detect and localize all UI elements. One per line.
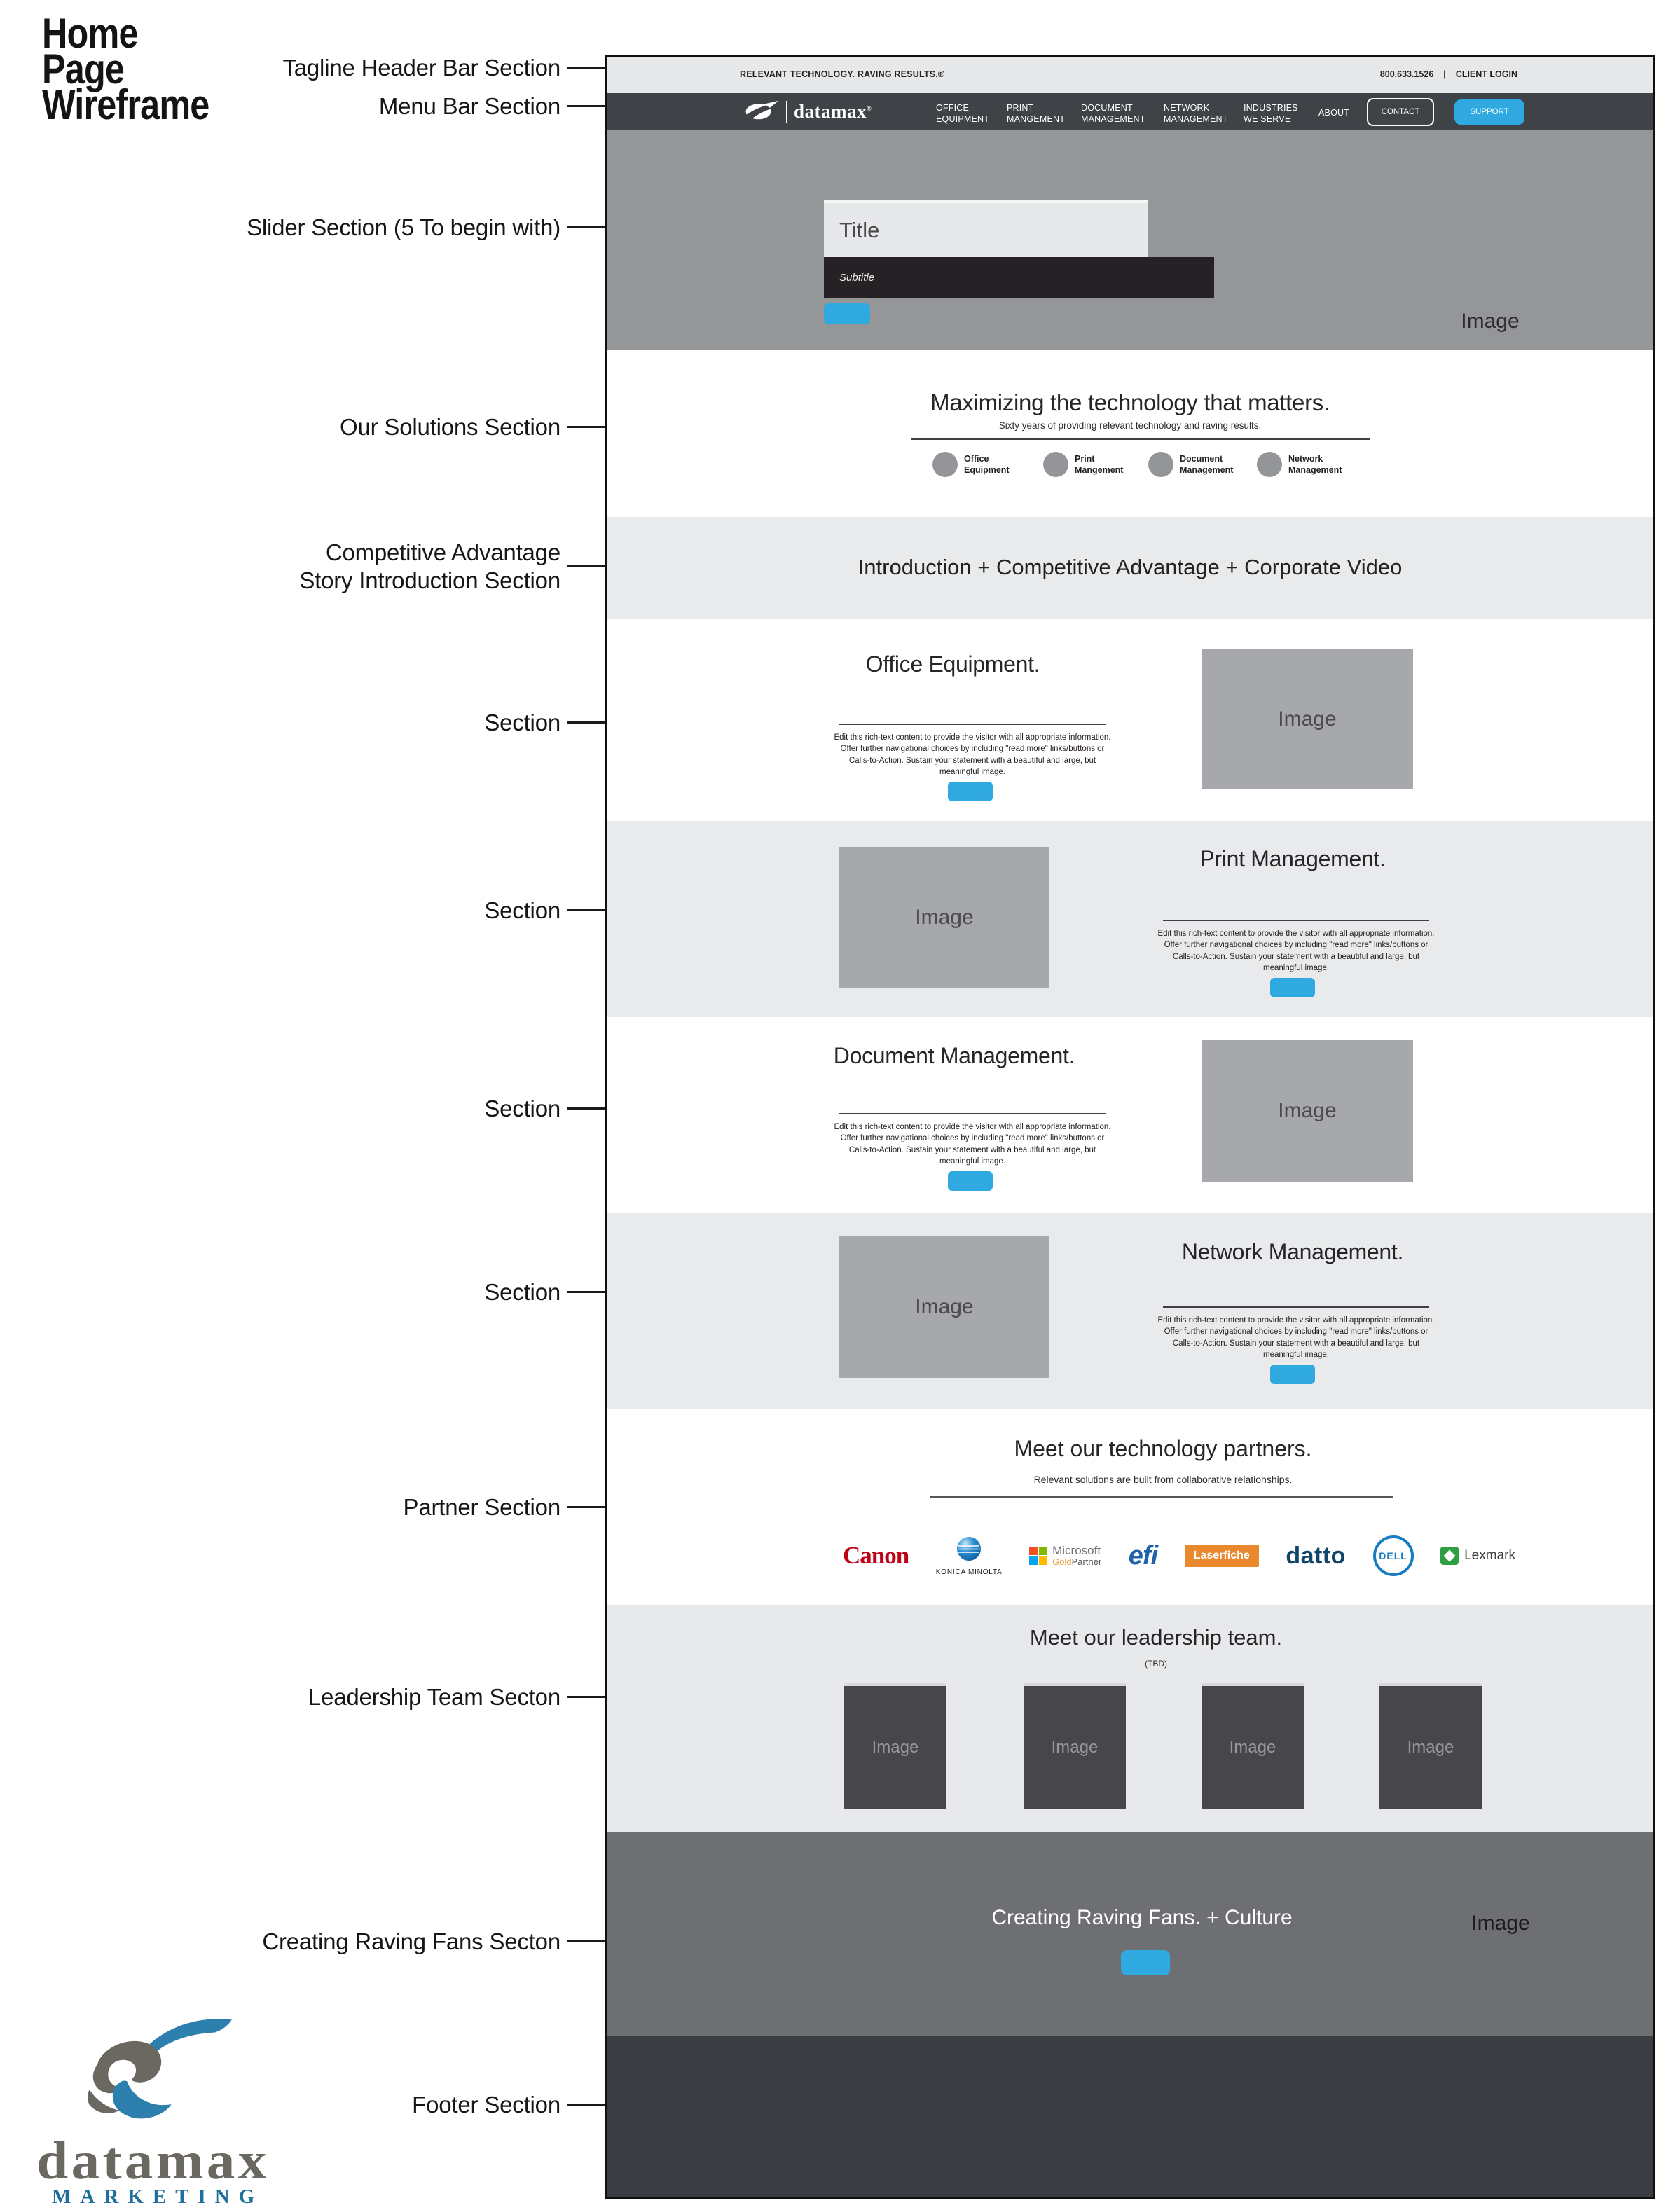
efi-logo: efi xyxy=(1128,1540,1158,1570)
annotation-connector-line xyxy=(567,2104,607,2106)
annotation-section-2: Section xyxy=(484,897,560,923)
annotation-connector-line xyxy=(567,105,607,107)
solution-label: Print xyxy=(1075,453,1095,464)
image-placeholder-label: Image xyxy=(1278,1099,1337,1122)
annotation-line-2: Story Introduction Section xyxy=(299,567,560,593)
solutions-divider xyxy=(911,438,1370,440)
nav-item-print-mangement[interactable] xyxy=(1007,102,1065,125)
solution-label: Network xyxy=(1288,453,1323,464)
hero-slider-section xyxy=(607,130,1653,350)
microsoft-gold-label: Gold xyxy=(1052,1556,1072,1568)
annotation-competitive-advantage xyxy=(84,539,560,594)
annotation-connector-line xyxy=(567,565,607,567)
brand-separator xyxy=(786,101,787,123)
solution-label: Management xyxy=(1180,465,1234,475)
image-placeholder xyxy=(839,847,1049,988)
leader-image-placeholder xyxy=(1379,1683,1482,1809)
datto-logo: datto xyxy=(1286,1542,1346,1569)
section-body-text: Edit this rich-text content to provide the visitor with all appropriate information. Offer further navigational choices by including "read more" links/buttons or Calls-to-Action. Sustain your statement with a beautiful and large, but meaningful image. xyxy=(834,1123,1111,1166)
annotation-connector-line xyxy=(567,67,607,69)
support-button[interactable]: SUPPORT xyxy=(1454,99,1524,125)
datamax-logo[interactable] xyxy=(745,99,872,125)
section-document-management xyxy=(607,1017,1653,1213)
contact-button[interactable]: CONTACT xyxy=(1367,98,1434,126)
microsoft-partner-label: Partner xyxy=(1071,1556,1102,1568)
nav-item-industries-we-serve[interactable] xyxy=(1244,102,1298,125)
tagline-separator: | xyxy=(1443,69,1446,79)
section-divider xyxy=(839,1113,1106,1114)
annotation-connector-line xyxy=(567,1107,607,1110)
section-heading: Network Management. xyxy=(1181,1239,1404,1264)
nav-label: DOCUMENT xyxy=(1081,103,1133,113)
intro-heading: Introduction + Competitive Advantage + Corporate Video xyxy=(858,555,1403,579)
annotation-connector-line xyxy=(567,1506,607,1508)
nav-item-document-management[interactable] xyxy=(1081,102,1145,125)
image-placeholder-label: Image xyxy=(1229,1738,1276,1757)
nav-label: MANAGEMENT xyxy=(1164,114,1228,125)
image-placeholder xyxy=(1202,649,1413,789)
section-body-text: Edit this rich-text content to provide the visitor with all appropriate information. Offer further navigational choices by including "read more" links/buttons or Calls-to-Action. Sustain your statement with a beautiful and large, but meaningful image. xyxy=(834,733,1111,776)
page-title-line: Home xyxy=(42,10,138,57)
datamax-marketing-logo-icon xyxy=(62,2009,238,2140)
lexmark-logo xyxy=(1440,1547,1515,1565)
leader-image-placeholder xyxy=(1024,1683,1126,1809)
annotation-connector-line xyxy=(567,1291,607,1293)
fans-image-placeholder-label: Image xyxy=(1471,1912,1530,1935)
solution-label: Document xyxy=(1180,453,1223,464)
solution-label: Equipment xyxy=(964,465,1010,475)
solution-item-office-equipment[interactable] xyxy=(932,452,1010,477)
section-body-text: Edit this rich-text content to provide the visitor with all appropriate information. Offer further navigational choices by including "read more" links/buttons or Calls-to-Action. Sustain your statement with a beautiful and large, but meaningful image. xyxy=(1157,930,1435,972)
creating-raving-fans-section xyxy=(607,1832,1653,2036)
nav-label: MANGEMENT xyxy=(1007,114,1066,125)
partners-heading: Meet our technology partners. xyxy=(1014,1436,1312,1461)
client-login-link[interactable]: CLIENT LOGIN xyxy=(1455,69,1517,79)
annotation-section-4: Section xyxy=(484,1279,560,1305)
nav-label: INDUSTRIES xyxy=(1244,103,1298,113)
partners-subheading: Relevant solutions are built from collaborative relationships. xyxy=(1033,1474,1293,1485)
annotation-connector-line xyxy=(567,1696,607,1698)
laserfiche-logo: Laserfiche xyxy=(1185,1545,1259,1567)
leadership-heading: Meet our leadership team. xyxy=(1029,1625,1283,1650)
annotation-menu-bar: Menu Bar Section xyxy=(378,93,560,119)
fans-cta-button[interactable] xyxy=(1121,1950,1170,1975)
partner-section xyxy=(607,1409,1653,1605)
wireframe-frame xyxy=(605,55,1655,2199)
registered-mark: ® xyxy=(867,105,872,112)
annotation-connector-line xyxy=(567,721,607,724)
nav-label: MANAGEMENT xyxy=(1081,114,1145,125)
image-placeholder-label: Image xyxy=(1407,1738,1454,1757)
image-placeholder-label: Image xyxy=(872,1738,919,1757)
nav-item-office-equipment[interactable] xyxy=(936,102,989,125)
annotation-slider-section: Slider Section (5 To begin with) xyxy=(247,214,560,240)
nav-label: WE SERVE xyxy=(1244,114,1291,125)
datamax-marketing-logo-tagline: MARKETING xyxy=(52,2185,264,2208)
partner-logo-row xyxy=(843,1524,1515,1587)
slider-subtitle-placeholder: Subtitle xyxy=(824,257,1214,298)
solutions-heading: Maximizing the technology that matters. xyxy=(930,389,1330,415)
fans-heading: Creating Raving Fans. + Culture xyxy=(991,1906,1293,1929)
solutions-subheading: Sixty years of providing relevant technology and raving results. xyxy=(998,420,1262,431)
leadership-note: (TBD) xyxy=(1145,1659,1167,1669)
section-cta-button[interactable] xyxy=(948,1171,993,1191)
section-heading: Office Equipment. xyxy=(865,651,1040,677)
annotation-connector-line xyxy=(567,1940,607,1942)
annotation-connector-line xyxy=(567,226,607,228)
section-divider xyxy=(1163,920,1429,921)
section-cta-button[interactable] xyxy=(948,782,993,801)
tagline-text: RELEVANT TECHNOLOGY. RAVING RESULTS.® xyxy=(740,69,945,79)
brand-name: datamax® xyxy=(794,101,872,122)
nav-label: EQUIPMENT xyxy=(936,114,990,125)
annotation-section-1: Section xyxy=(484,710,560,735)
nav-item-about[interactable] xyxy=(1318,107,1349,118)
annotation-leadership-team: Leadership Team Secton xyxy=(308,1684,560,1710)
solution-circle-icon xyxy=(1257,452,1282,477)
slider-title-placeholder: Title xyxy=(824,200,1148,257)
dell-logo: DELL xyxy=(1373,1535,1414,1576)
intro-competitive-advantage-section xyxy=(607,517,1653,619)
nav-label: ABOUT xyxy=(1318,108,1350,118)
section-heading: Document Management. xyxy=(833,1043,1075,1068)
page-title-line: Wireframe xyxy=(42,81,209,128)
section-cta-button[interactable] xyxy=(1270,1365,1315,1384)
datamax-swoosh-icon xyxy=(745,99,780,125)
annotation-creating-raving-fans: Creating Raving Fans Secton xyxy=(262,1928,560,1954)
menu-bar xyxy=(607,93,1653,130)
lexmark-diamond-icon xyxy=(1440,1547,1459,1565)
microsoft-wordmark: Microsoft xyxy=(1052,1544,1101,1558)
image-placeholder xyxy=(1202,1040,1413,1182)
solution-label: Office xyxy=(964,453,989,464)
microsoft-gold-partner-logo xyxy=(1029,1545,1101,1566)
annotation-tagline-header-bar: Tagline Header Bar Section xyxy=(282,55,560,81)
phone-number[interactable]: 800.633.1526 xyxy=(1379,69,1434,79)
nav-label: OFFICE xyxy=(936,103,970,113)
page-title-line: Page xyxy=(42,46,125,92)
section-network-management xyxy=(607,1213,1653,1409)
annotation-partner-section: Partner Section xyxy=(403,1494,560,1520)
image-placeholder xyxy=(839,1236,1049,1378)
annotation-line-1: Competitive Advantage xyxy=(325,539,560,565)
annotation-our-solutions: Our Solutions Section xyxy=(340,414,560,440)
konica-globe-icon xyxy=(956,1536,982,1565)
section-heading: Print Management. xyxy=(1199,846,1386,871)
nav-item-network-management[interactable] xyxy=(1164,102,1228,125)
annotation-footer-section: Footer Section xyxy=(412,2092,560,2118)
solution-item-network-management[interactable] xyxy=(1257,452,1342,477)
nav-label: NETWORK xyxy=(1164,103,1210,113)
konica-minolta-wordmark: KONICA MINOLTA xyxy=(935,1568,1003,1576)
section-divider xyxy=(1163,1306,1429,1308)
solution-circle-icon xyxy=(1148,452,1173,477)
section-cta-button[interactable] xyxy=(1270,978,1315,997)
partners-divider xyxy=(930,1496,1393,1498)
solution-circle-icon xyxy=(1043,452,1068,477)
image-placeholder-label: Image xyxy=(1278,707,1337,731)
solution-circle-icon xyxy=(932,452,958,477)
konica-minolta-logo xyxy=(936,1536,1003,1576)
datamax-marketing-logo-name: datamax xyxy=(36,2132,270,2190)
our-solutions-section xyxy=(607,350,1653,517)
section-office-equipment xyxy=(607,619,1653,821)
solution-item-document-management[interactable] xyxy=(1148,452,1233,477)
canon-logo: Canon xyxy=(843,1542,909,1569)
image-placeholder-label: Image xyxy=(915,906,974,929)
image-placeholder-label: Image xyxy=(915,1295,974,1318)
footer-section xyxy=(607,2036,1653,2197)
solution-label: Management xyxy=(1288,465,1342,475)
microsoft-squares-icon xyxy=(1029,1547,1047,1565)
section-print-management xyxy=(607,821,1653,1017)
solution-label: Mangement xyxy=(1075,465,1124,475)
leadership-team-section xyxy=(607,1605,1653,1832)
annotation-connector-line xyxy=(567,426,607,428)
tagline-bar xyxy=(607,57,1653,93)
section-divider xyxy=(839,724,1106,725)
leader-image-placeholder xyxy=(844,1683,946,1809)
solution-item-print-mangement[interactable] xyxy=(1043,452,1123,477)
annotation-section-3: Section xyxy=(484,1096,560,1121)
leader-image-placeholder xyxy=(1202,1683,1304,1809)
slider-image-placeholder-label: Image xyxy=(1461,310,1520,333)
annotation-connector-line xyxy=(567,909,607,911)
image-placeholder-label: Image xyxy=(1051,1738,1099,1757)
slider-cta-button[interactable] xyxy=(824,303,870,324)
lexmark-wordmark: Lexmark xyxy=(1464,1548,1515,1563)
nav-label: PRINT xyxy=(1007,103,1034,113)
section-body-text: Edit this rich-text content to provide the visitor with all appropriate information. Offer further navigational choices by including "read more" links/buttons or Calls-to-Action. Sustain your statement with a beautiful and large, but meaningful image. xyxy=(1157,1316,1435,1359)
